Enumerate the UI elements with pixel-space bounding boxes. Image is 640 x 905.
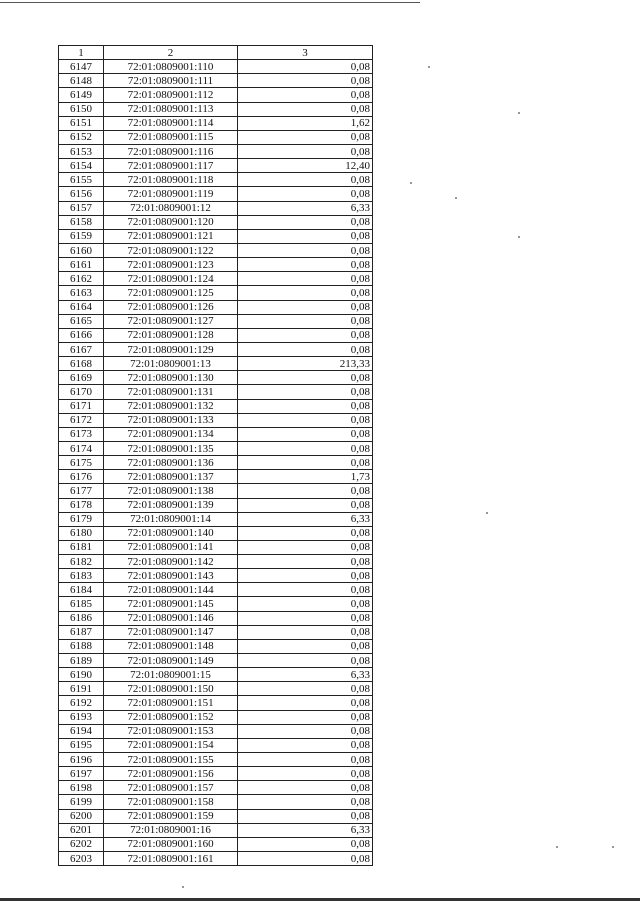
row-number-cell: 6149 — [59, 88, 104, 102]
table-row — [59, 597, 373, 611]
cadastral-number-cell: 72:01:0809001:130 — [104, 371, 238, 385]
table-row — [59, 243, 373, 257]
cadastral-number-cell: 72:01:0809001:133 — [104, 413, 238, 427]
cadastral-number-cell: 72:01:0809001:112 — [104, 88, 238, 102]
cadastral-number-cell: 72:01:0809001:15 — [104, 668, 238, 682]
table-row — [59, 852, 373, 866]
table-row — [59, 724, 373, 738]
value-cell: 0,08 — [238, 484, 373, 498]
table-row — [59, 328, 373, 342]
table-row — [59, 696, 373, 710]
row-number-cell: 6195 — [59, 738, 104, 752]
table-row — [59, 74, 373, 88]
row-number-cell: 6180 — [59, 526, 104, 540]
row-number-cell: 6197 — [59, 767, 104, 781]
row-number-cell: 6198 — [59, 781, 104, 795]
cadastral-number-cell: 72:01:0809001:16 — [104, 823, 238, 837]
cadastral-number-cell: 72:01:0809001:14 — [104, 512, 238, 526]
value-cell: 0,08 — [238, 753, 373, 767]
scan-speck — [556, 846, 558, 848]
value-cell: 0,08 — [238, 74, 373, 88]
scan-speck — [428, 66, 430, 68]
table-row — [59, 625, 373, 639]
row-number-cell: 6157 — [59, 201, 104, 215]
value-cell: 0,08 — [238, 371, 373, 385]
cadastral-number-cell: 72:01:0809001:113 — [104, 102, 238, 116]
table-row — [59, 823, 373, 837]
row-number-cell: 6179 — [59, 512, 104, 526]
table-row — [59, 512, 373, 526]
value-cell: 0,08 — [238, 724, 373, 738]
row-number-cell: 6150 — [59, 102, 104, 116]
cadastral-number-cell: 72:01:0809001:140 — [104, 526, 238, 540]
table-row — [59, 427, 373, 441]
row-number-cell: 6192 — [59, 696, 104, 710]
row-number-cell: 6177 — [59, 484, 104, 498]
row-number-cell: 6174 — [59, 441, 104, 455]
scan-speck — [612, 846, 614, 848]
cadastral-number-cell: 72:01:0809001:119 — [104, 187, 238, 201]
row-number-cell: 6188 — [59, 639, 104, 653]
table-row — [59, 215, 373, 229]
table-row — [59, 300, 373, 314]
row-number-cell: 6200 — [59, 809, 104, 823]
table-row — [59, 484, 373, 498]
value-cell: 6,33 — [238, 512, 373, 526]
row-number-cell: 6154 — [59, 159, 104, 173]
value-cell: 0,08 — [238, 654, 373, 668]
cadastral-table — [58, 45, 373, 866]
row-number-cell: 6153 — [59, 144, 104, 158]
row-number-cell: 6162 — [59, 272, 104, 286]
row-number-cell: 6173 — [59, 427, 104, 441]
table-row — [59, 258, 373, 272]
cadastral-number-cell: 72:01:0809001:121 — [104, 229, 238, 243]
table-row — [59, 809, 373, 823]
value-cell: 0,08 — [238, 130, 373, 144]
value-cell: 0,08 — [238, 385, 373, 399]
value-cell: 213,33 — [238, 357, 373, 371]
value-cell: 6,33 — [238, 823, 373, 837]
row-number-cell: 6202 — [59, 837, 104, 851]
table-row — [59, 159, 373, 173]
row-number-cell: 6170 — [59, 385, 104, 399]
scan-speck — [518, 112, 520, 114]
cadastral-number-cell: 72:01:0809001:128 — [104, 328, 238, 342]
table-row — [59, 498, 373, 512]
table-row — [59, 781, 373, 795]
cadastral-number-cell: 72:01:0809001:159 — [104, 809, 238, 823]
cadastral-number-cell: 72:01:0809001:145 — [104, 597, 238, 611]
cadastral-number-cell: 72:01:0809001:146 — [104, 611, 238, 625]
value-cell: 0,08 — [238, 243, 373, 257]
row-number-cell: 6148 — [59, 74, 104, 88]
row-number-cell: 6168 — [59, 357, 104, 371]
cadastral-number-cell: 72:01:0809001:125 — [104, 286, 238, 300]
value-cell: 6,33 — [238, 201, 373, 215]
value-cell: 0,08 — [238, 498, 373, 512]
cadastral-number-cell: 72:01:0809001:136 — [104, 456, 238, 470]
cadastral-number-cell: 72:01:0809001:141 — [104, 540, 238, 554]
row-number-cell: 6152 — [59, 130, 104, 144]
row-number-cell: 6199 — [59, 795, 104, 809]
table-row — [59, 441, 373, 455]
row-number-cell: 6167 — [59, 342, 104, 356]
table-row — [59, 399, 373, 413]
table-row — [59, 357, 373, 371]
cadastral-number-cell: 72:01:0809001:157 — [104, 781, 238, 795]
value-cell: 0,08 — [238, 314, 373, 328]
value-cell: 0,08 — [238, 526, 373, 540]
row-number-cell: 6183 — [59, 569, 104, 583]
table-row — [59, 639, 373, 653]
value-cell: 0,08 — [238, 342, 373, 356]
bottom-scan-rule — [0, 898, 640, 901]
cadastral-number-cell: 72:01:0809001:150 — [104, 682, 238, 696]
cadastral-number-cell: 72:01:0809001:155 — [104, 753, 238, 767]
scan-speck — [410, 182, 412, 184]
table-row — [59, 470, 373, 484]
cadastral-number-cell: 72:01:0809001:142 — [104, 555, 238, 569]
row-number-cell: 6201 — [59, 823, 104, 837]
value-cell: 0,08 — [238, 625, 373, 639]
row-number-cell: 6193 — [59, 710, 104, 724]
table-row — [59, 385, 373, 399]
row-number-cell: 6156 — [59, 187, 104, 201]
header-col-1: 1 — [59, 46, 104, 60]
row-number-cell: 6184 — [59, 583, 104, 597]
cadastral-number-cell: 72:01:0809001:161 — [104, 852, 238, 866]
cadastral-number-cell: 72:01:0809001:115 — [104, 130, 238, 144]
value-cell: 0,08 — [238, 427, 373, 441]
value-cell: 0,08 — [238, 597, 373, 611]
row-number-cell: 6161 — [59, 258, 104, 272]
value-cell: 0,08 — [238, 286, 373, 300]
value-cell: 0,08 — [238, 852, 373, 866]
table-body — [59, 60, 373, 866]
row-number-cell: 6186 — [59, 611, 104, 625]
cadastral-number-cell: 72:01:0809001:153 — [104, 724, 238, 738]
value-cell: 0,08 — [238, 611, 373, 625]
cadastral-number-cell: 72:01:0809001:13 — [104, 357, 238, 371]
value-cell: 0,08 — [238, 569, 373, 583]
table-row — [59, 795, 373, 809]
value-cell: 0,08 — [238, 738, 373, 752]
row-number-cell: 6191 — [59, 682, 104, 696]
table-row — [59, 173, 373, 187]
row-number-cell: 6147 — [59, 60, 104, 74]
table-row — [59, 767, 373, 781]
table-row — [59, 116, 373, 130]
table-row — [59, 456, 373, 470]
value-cell: 0,08 — [238, 555, 373, 569]
table-row — [59, 187, 373, 201]
cadastral-number-cell: 72:01:0809001:158 — [104, 795, 238, 809]
table-row — [59, 342, 373, 356]
row-number-cell: 6165 — [59, 314, 104, 328]
value-cell: 0,08 — [238, 300, 373, 314]
row-number-cell: 6164 — [59, 300, 104, 314]
table-row — [59, 272, 373, 286]
scan-speck — [518, 236, 520, 238]
top-scan-rule — [0, 2, 420, 3]
cadastral-number-cell: 72:01:0809001:118 — [104, 173, 238, 187]
value-cell: 0,08 — [238, 767, 373, 781]
table-row — [59, 583, 373, 597]
row-number-cell: 6190 — [59, 668, 104, 682]
row-number-cell: 6185 — [59, 597, 104, 611]
row-number-cell: 6176 — [59, 470, 104, 484]
row-number-cell: 6163 — [59, 286, 104, 300]
table-row — [59, 753, 373, 767]
cadastral-number-cell: 72:01:0809001:152 — [104, 710, 238, 724]
value-cell: 6,33 — [238, 668, 373, 682]
cadastral-number-cell: 72:01:0809001:131 — [104, 385, 238, 399]
table-row — [59, 60, 373, 74]
table-row — [59, 555, 373, 569]
value-cell: 0,08 — [238, 710, 373, 724]
table-row — [59, 710, 373, 724]
value-cell: 0,08 — [238, 88, 373, 102]
row-number-cell: 6171 — [59, 399, 104, 413]
row-number-cell: 6172 — [59, 413, 104, 427]
value-cell: 0,08 — [238, 456, 373, 470]
cadastral-number-cell: 72:01:0809001:114 — [104, 116, 238, 130]
header-col-3: 3 — [238, 46, 373, 60]
value-cell: 0,08 — [238, 583, 373, 597]
cadastral-number-cell: 72:01:0809001:138 — [104, 484, 238, 498]
value-cell: 0,08 — [238, 272, 373, 286]
table-row — [59, 611, 373, 625]
value-cell: 0,08 — [238, 173, 373, 187]
row-number-cell: 6158 — [59, 215, 104, 229]
cadastral-number-cell: 72:01:0809001:151 — [104, 696, 238, 710]
row-number-cell: 6194 — [59, 724, 104, 738]
cadastral-number-cell: 72:01:0809001:127 — [104, 314, 238, 328]
table-row — [59, 569, 373, 583]
value-cell: 0,08 — [238, 809, 373, 823]
value-cell: 0,08 — [238, 102, 373, 116]
value-cell: 0,08 — [238, 399, 373, 413]
value-cell: 0,08 — [238, 229, 373, 243]
table-row — [59, 540, 373, 554]
cadastral-number-cell: 72:01:0809001:12 — [104, 201, 238, 215]
cadastral-number-cell: 72:01:0809001:126 — [104, 300, 238, 314]
value-cell: 0,08 — [238, 795, 373, 809]
table-row — [59, 654, 373, 668]
value-cell: 0,08 — [238, 258, 373, 272]
cadastral-number-cell: 72:01:0809001:149 — [104, 654, 238, 668]
row-number-cell: 6175 — [59, 456, 104, 470]
cadastral-number-cell: 72:01:0809001:143 — [104, 569, 238, 583]
cadastral-number-cell: 72:01:0809001:129 — [104, 342, 238, 356]
cadastral-number-cell: 72:01:0809001:144 — [104, 583, 238, 597]
cadastral-number-cell: 72:01:0809001:123 — [104, 258, 238, 272]
value-cell: 0,08 — [238, 682, 373, 696]
value-cell: 1,62 — [238, 116, 373, 130]
row-number-cell: 6196 — [59, 753, 104, 767]
scan-speck — [182, 886, 184, 888]
table-row — [59, 314, 373, 328]
value-cell: 0,08 — [238, 696, 373, 710]
cadastral-number-cell: 72:01:0809001:156 — [104, 767, 238, 781]
table-row — [59, 229, 373, 243]
table-row — [59, 837, 373, 851]
value-cell: 0,08 — [238, 60, 373, 74]
cadastral-number-cell: 72:01:0809001:120 — [104, 215, 238, 229]
value-cell: 0,08 — [238, 215, 373, 229]
row-number-cell: 6151 — [59, 116, 104, 130]
cadastral-number-cell: 72:01:0809001:135 — [104, 441, 238, 455]
cadastral-number-cell: 72:01:0809001:110 — [104, 60, 238, 74]
row-number-cell: 6160 — [59, 243, 104, 257]
table-row — [59, 413, 373, 427]
row-number-cell: 6166 — [59, 328, 104, 342]
table-row — [59, 201, 373, 215]
table-row — [59, 102, 373, 116]
table-row — [59, 371, 373, 385]
row-number-cell: 6182 — [59, 555, 104, 569]
value-cell: 0,08 — [238, 413, 373, 427]
table-row — [59, 668, 373, 682]
row-number-cell: 6203 — [59, 852, 104, 866]
document-table-container — [58, 45, 372, 866]
cadastral-number-cell: 72:01:0809001:137 — [104, 470, 238, 484]
cadastral-number-cell: 72:01:0809001:154 — [104, 738, 238, 752]
cadastral-number-cell: 72:01:0809001:148 — [104, 639, 238, 653]
row-number-cell: 6189 — [59, 654, 104, 668]
scan-speck — [455, 197, 457, 199]
cadastral-number-cell: 72:01:0809001:117 — [104, 159, 238, 173]
cadastral-number-cell: 72:01:0809001:111 — [104, 74, 238, 88]
value-cell: 0,08 — [238, 639, 373, 653]
table-row — [59, 286, 373, 300]
cadastral-number-cell: 72:01:0809001:122 — [104, 243, 238, 257]
row-number-cell: 6178 — [59, 498, 104, 512]
value-cell: 0,08 — [238, 837, 373, 851]
cadastral-number-cell: 72:01:0809001:124 — [104, 272, 238, 286]
value-cell: 1,73 — [238, 470, 373, 484]
row-number-cell: 6169 — [59, 371, 104, 385]
cadastral-number-cell: 72:01:0809001:116 — [104, 144, 238, 158]
value-cell: 0,08 — [238, 441, 373, 455]
cadastral-number-cell: 72:01:0809001:132 — [104, 399, 238, 413]
cadastral-number-cell: 72:01:0809001:134 — [104, 427, 238, 441]
value-cell: 0,08 — [238, 187, 373, 201]
table-row — [59, 738, 373, 752]
cadastral-number-cell: 72:01:0809001:160 — [104, 837, 238, 851]
row-number-cell: 6155 — [59, 173, 104, 187]
cadastral-number-cell: 72:01:0809001:139 — [104, 498, 238, 512]
value-cell: 0,08 — [238, 328, 373, 342]
header-row — [59, 46, 373, 60]
table-row — [59, 526, 373, 540]
table-header — [59, 46, 373, 60]
row-number-cell: 6181 — [59, 540, 104, 554]
scan-speck — [486, 512, 488, 514]
cadastral-number-cell: 72:01:0809001:147 — [104, 625, 238, 639]
table-row — [59, 682, 373, 696]
table-row — [59, 144, 373, 158]
row-number-cell: 6159 — [59, 229, 104, 243]
row-number-cell: 6187 — [59, 625, 104, 639]
value-cell: 0,08 — [238, 781, 373, 795]
value-cell: 12,40 — [238, 159, 373, 173]
table-row — [59, 130, 373, 144]
value-cell: 0,08 — [238, 144, 373, 158]
header-col-2: 2 — [104, 46, 238, 60]
value-cell: 0,08 — [238, 540, 373, 554]
table-row — [59, 88, 373, 102]
